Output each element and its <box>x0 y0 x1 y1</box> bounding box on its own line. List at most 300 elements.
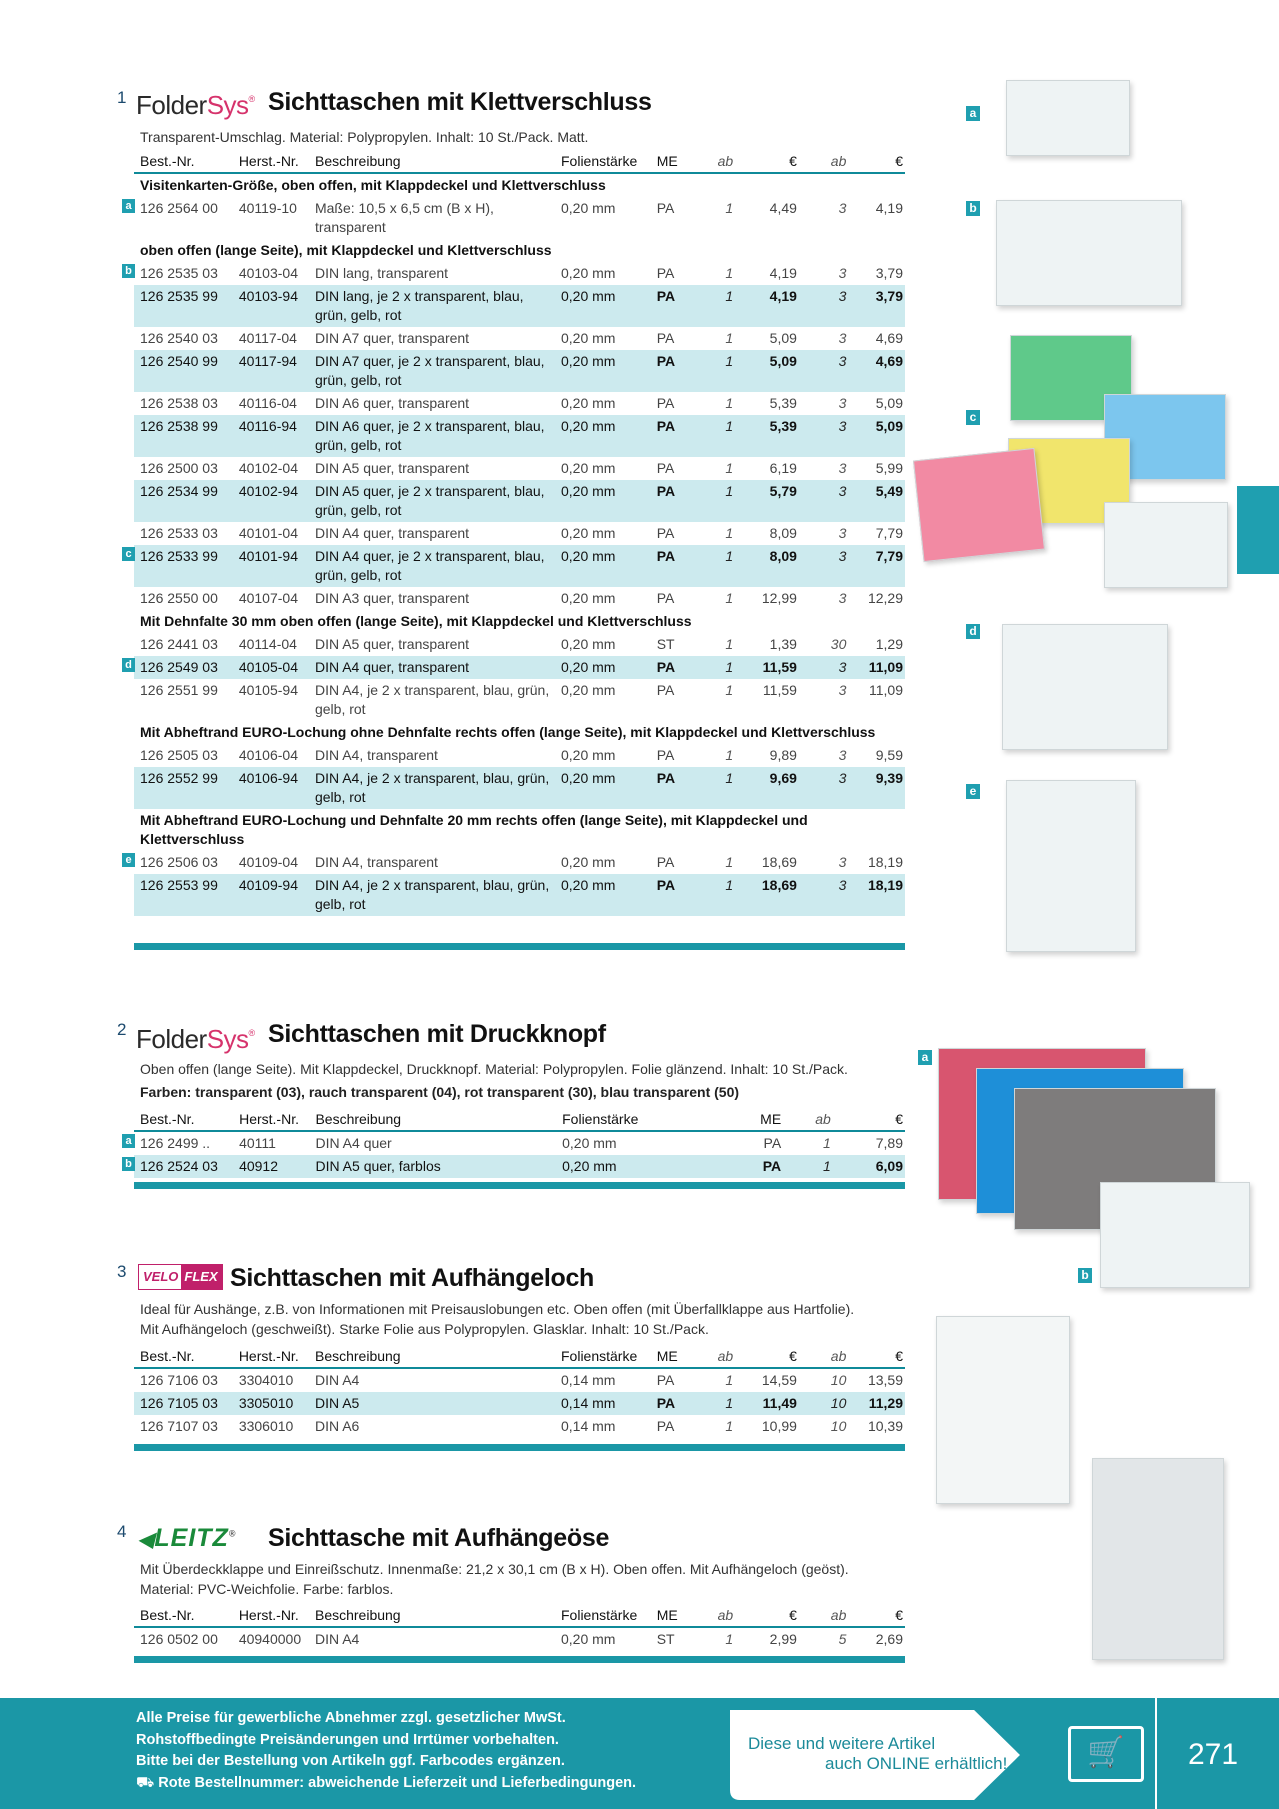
header-qty-from-2: ab <box>799 1345 850 1368</box>
cell-film-thickness: 0,20 mm <box>555 874 651 916</box>
subheading-text: oben offen (lange Seite), mit Klappdeckel und Klettverschluss <box>134 239 905 262</box>
subheading-row <box>134 721 905 744</box>
section-intro: Ideal für Aushänge, z.B. von Informationen mit Preisauslobungen etc. Oben offen (mit Überfallklappe aus Hartfolie). <box>140 1301 855 1317</box>
cell-film-thickness: 0,20 mm <box>561 460 616 476</box>
cell-description: Maße: 10,5 x 6,5 cm (B x H), transparent <box>314 200 494 235</box>
cell-unit: PA <box>656 747 675 763</box>
cell-qty-from-1: 1 <box>725 1631 734 1647</box>
cell-film-thickness: 0,20 mm <box>561 265 616 281</box>
cell-film-thickness: 0,20 mm <box>555 480 651 522</box>
cell-manufacturer-number: 40912 <box>233 1155 309 1178</box>
table-row <box>134 285 905 327</box>
cell-unit: PA <box>651 545 696 587</box>
cell-description: DIN A4, transparent <box>314 747 438 763</box>
header-qty-from-1: ab <box>696 1345 737 1368</box>
cell-unit: PA <box>656 525 675 541</box>
cell-order-number: 126 2550 00 <box>140 590 218 606</box>
section-title: Sichttaschen mit Druckknopf <box>268 1020 606 1048</box>
subheading-row <box>134 173 905 197</box>
cell-price-2: 11,29 <box>850 1392 905 1415</box>
cell-manufacturer-number: 40106-94 <box>233 767 309 809</box>
subheading-text: Mit Abheftrand EURO-Lochung und Dehnfalte 20 mm rechts offen (lange Seite), mit Klappdeckel und Klettverschluss <box>134 809 905 851</box>
cell-price-1: 2,99 <box>769 1631 797 1647</box>
cell-film-thickness: 0,20 mm <box>561 682 616 698</box>
header-film-thickness: Folienstärke <box>556 1108 736 1131</box>
cell-unit: PA <box>656 854 675 870</box>
section-3 <box>118 1262 905 1462</box>
table-row <box>134 587 905 610</box>
cell-order-number: 126 2538 99 <box>134 415 233 457</box>
product-image-hanging-pocket <box>936 1316 1070 1504</box>
cell-price-2: 11,09 <box>850 656 905 679</box>
cell-film-thickness: 0,20 mm <box>561 200 616 216</box>
cell-description: DIN A5 quer, farblos <box>309 1155 556 1178</box>
cell-description: DIN A5 quer, transparent <box>314 636 470 652</box>
cell-description: DIN A4, transparent <box>314 854 438 870</box>
cell-manufacturer-number: 40102-94 <box>233 480 309 522</box>
image-tag: d <box>966 624 980 639</box>
cell-film-thickness: 0,20 mm <box>556 1155 736 1178</box>
cell-qty-from-1: 1 <box>725 265 734 281</box>
section-number: 2 <box>117 1020 127 1039</box>
brand-logo-foldersys: FolderSys® <box>136 90 255 120</box>
cell-qty-from-2: 3 <box>838 265 847 281</box>
table-end-bar <box>134 1444 905 1451</box>
cell-film-thickness: 0,20 mm <box>555 415 651 457</box>
image-tag: a <box>966 106 980 121</box>
cell-price-1: 1,39 <box>769 636 797 652</box>
header-price-1: € <box>835 1108 905 1131</box>
header-price-1: € <box>737 1604 799 1627</box>
cell-qty-from-1: 1 <box>725 200 734 216</box>
section-intro-2: Mit Aufhängeloch (geschweißt). Starke Folie aus Polypropylen. Glasklar. Inhalt: 10 St./Pack. <box>140 1321 709 1337</box>
product-image-envelope-din-lang <box>996 200 1182 306</box>
header-unit: ME <box>651 1345 696 1368</box>
cell-qty-from-2: 3 <box>799 415 850 457</box>
subheading-text: Mit Dehnfalte 30 mm oben offen (lange Seite), mit Klappdeckel und Klettverschluss <box>134 610 905 633</box>
brand-logo-foldersys: FolderSys® <box>136 1024 255 1054</box>
cell-description: DIN A7 quer, je 2 x transparent, blau, grün, gelb, rot <box>309 350 555 392</box>
section-number: 3 <box>117 1262 127 1281</box>
cell-price-1: 5,09 <box>737 350 799 392</box>
cell-unit: PA <box>651 350 696 392</box>
section-intro: Oben offen (lange Seite). Mit Klappdeckel, Druckknopf. Material: Polypropylen. Folie glänzend. Inhalt: 10 St./Pack. <box>140 1061 848 1077</box>
cell-price-1: 9,89 <box>769 747 797 763</box>
image-tag: e <box>966 784 980 799</box>
cell-description: DIN A4 quer, transparent <box>309 656 555 679</box>
product-table <box>134 1345 905 1438</box>
cell-qty-from-2: 3 <box>799 285 850 327</box>
header-description: Beschreibung <box>309 1604 555 1627</box>
cell-price-2: 1,29 <box>875 636 903 652</box>
cell-price-2: 5,99 <box>875 460 903 476</box>
table-end-bar <box>134 1182 905 1189</box>
table-row <box>134 1368 905 1392</box>
cell-film-thickness: 0,20 mm <box>561 1631 616 1647</box>
cell-qty-from-2: 10 <box>799 1392 850 1415</box>
cell-unit: ST <box>656 636 675 652</box>
truck-icon: ⛟ <box>136 1774 155 1791</box>
cell-manufacturer-number: 40101-94 <box>233 545 309 587</box>
cell-film-thickness: 0,20 mm <box>561 636 616 652</box>
cell-film-thickness: 0,14 mm <box>561 1418 616 1434</box>
cell-qty-from-2: 3 <box>838 747 847 763</box>
table-row <box>134 767 905 809</box>
cell-order-number: 126 2535 99 <box>134 285 233 327</box>
cell-description: DIN A5 <box>309 1392 555 1415</box>
table-row <box>134 1155 905 1178</box>
header-film-thickness: Folienstärke <box>555 1604 651 1627</box>
cell-description: DIN A6 quer, transparent <box>314 395 470 411</box>
cell-price-2: 5,09 <box>875 395 903 411</box>
header-order-number: Best.-Nr. <box>134 1108 233 1131</box>
product-table <box>134 1604 905 1651</box>
cell-price-1: 6,09 <box>835 1155 905 1178</box>
header-description: Beschreibung <box>309 1108 556 1131</box>
table-header <box>134 1108 905 1131</box>
product-image-envelope-clear-a5 <box>1100 1182 1250 1288</box>
cell-manufacturer-number: 40105-04 <box>233 656 309 679</box>
cell-price-1: 11,49 <box>737 1392 799 1415</box>
cell-price-2: 9,59 <box>875 747 903 763</box>
section-number: 1 <box>117 88 127 107</box>
cell-qty-from-1: 1 <box>696 1392 737 1415</box>
cell-description: DIN A4, je 2 x transparent, blau, grün, gelb, rot <box>309 767 555 809</box>
header-price-2: € <box>850 1345 905 1368</box>
cell-qty-from-2: 5 <box>838 1631 847 1647</box>
cell-order-number: 126 0502 00 <box>140 1631 218 1647</box>
brand-logo-veloflex: VELO FLEX <box>138 1264 223 1290</box>
cell-order-number: b 126 2524 03 <box>134 1155 233 1178</box>
cell-order-number: 126 7107 03 <box>140 1418 218 1434</box>
cell-manufacturer-number: 40103-04 <box>238 265 298 281</box>
header-qty-from-1: ab <box>783 1108 835 1131</box>
cell-unit: PA <box>656 1418 675 1434</box>
cell-qty-from-2: 3 <box>799 480 850 522</box>
cell-qty-from-1: 1 <box>725 747 734 763</box>
cell-qty-from-1: 1 <box>783 1155 835 1178</box>
cell-order-number: a 126 2564 00 <box>134 197 233 239</box>
cell-unit: PA <box>651 874 696 916</box>
product-image-leitz-pocket <box>1092 1458 1224 1660</box>
cell-description: DIN A4 <box>314 1631 360 1647</box>
product-table <box>125 1108 905 1178</box>
cell-price-2: 18,19 <box>850 874 905 916</box>
cell-qty-from-1: 1 <box>725 395 734 411</box>
cell-description: DIN A5 quer, je 2 x transparent, blau, grün, gelb, rot <box>309 480 555 522</box>
row-image-marker: b <box>122 264 135 278</box>
cell-price-1: 8,09 <box>769 525 797 541</box>
product-image-envelope-euro <box>1006 780 1136 952</box>
cell-description: DIN A4, je 2 x transparent, blau, grün, gelb, rot <box>309 874 555 916</box>
cell-qty-from-1: 1 <box>725 854 734 870</box>
table-row <box>134 197 905 239</box>
subheading-text: Visitenkarten-Größe, oben offen, mit Klappdeckel und Klettverschluss <box>134 173 905 197</box>
cell-price-2: 7,79 <box>850 545 905 587</box>
cell-qty-from-2: 3 <box>838 854 847 870</box>
cell-price-1: 5,39 <box>737 415 799 457</box>
cell-manufacturer-number: 40107-04 <box>238 590 298 606</box>
footer-notes: Alle Preise für gewerbliche Abnehmer zzgl. gesetzlicher MwSt. Rohstoffbedingte Preisänderungen und Irrtümer vorbehalten. Bitte bei der Bestellung von Artikeln ggf. Farbcodes ergänzen. ⛟ Rote Bestellnummer: abweichende Lieferzeit und Lieferbedingungen. <box>136 1710 637 1791</box>
cell-qty-from-1: 1 <box>696 656 737 679</box>
cell-film-thickness: 0,20 mm <box>555 767 651 809</box>
cell-price-1: 14,59 <box>761 1372 797 1388</box>
brand-logo-leitz: ◀LEITZ® <box>138 1524 237 1552</box>
cell-manufacturer-number: 40114-04 <box>238 636 297 652</box>
table-row <box>134 633 905 656</box>
cell-unit: PA <box>656 330 675 346</box>
cell-unit: PA <box>656 590 675 606</box>
cell-price-1: 5,39 <box>769 395 797 411</box>
cell-description: DIN A6 <box>314 1418 360 1434</box>
cell-description: DIN A3 quer, transparent <box>314 590 470 606</box>
product-image-envelope-clear <box>1104 502 1228 588</box>
cell-price-2: 2,69 <box>875 1631 903 1647</box>
cell-qty-from-1: 1 <box>696 874 737 916</box>
cell-order-number: 126 2540 99 <box>134 350 233 392</box>
image-tag: c <box>966 410 980 425</box>
table-header <box>134 1604 905 1627</box>
cell-description: DIN A6 quer, je 2 x transparent, blau, grün, gelb, rot <box>309 415 555 457</box>
section-2 <box>118 1020 905 1195</box>
shopping-cart-icon[interactable]: 🛒 <box>1068 1726 1144 1782</box>
header-film-thickness: Folienstärke <box>555 150 651 173</box>
section-1 <box>118 88 905 958</box>
page-number: 271 <box>1188 1738 1239 1771</box>
cell-price-1: 11,59 <box>737 656 799 679</box>
cell-qty-from-1: 1 <box>725 460 734 476</box>
cell-unit: PA <box>656 265 675 281</box>
section-intro: Transparent-Umschlag. Material: Polypropylen. Inhalt: 10 St./Pack. Matt. <box>140 129 589 145</box>
subheading-row <box>134 239 905 262</box>
cell-price-2: 3,79 <box>850 285 905 327</box>
cell-price-1: 18,69 <box>761 854 797 870</box>
cell-unit: PA <box>736 1155 783 1178</box>
header-unit: ME <box>651 150 696 173</box>
table-header <box>134 150 905 173</box>
chapter-tab <box>1237 486 1279 574</box>
cell-qty-from-1: 1 <box>725 590 734 606</box>
online-banner[interactable]: Diese und weitere Artikel auch ONLINE erhältlich! 🛒 <box>730 1710 1060 1800</box>
header-qty-from-1: ab <box>696 150 737 173</box>
cell-order-number: 126 2551 99 <box>140 682 218 698</box>
section-title: Sichttaschen mit Aufhängeloch <box>230 1264 595 1292</box>
cell-film-thickness: 0,20 mm <box>555 285 651 327</box>
cell-manufacturer-number: 40109-94 <box>233 874 309 916</box>
cell-price-1: 11,59 <box>762 682 797 698</box>
table-row <box>134 1415 905 1438</box>
cell-order-number: 126 2540 03 <box>140 330 218 346</box>
image-tag: a <box>918 1050 932 1065</box>
image-tag: b <box>1078 1268 1092 1283</box>
header-description: Beschreibung <box>309 1345 555 1368</box>
table-row <box>134 679 905 721</box>
image-tag: b <box>966 201 980 216</box>
cell-qty-from-1: 1 <box>725 636 734 652</box>
cell-film-thickness: 0,20 mm <box>562 1135 617 1151</box>
cell-unit: PA <box>651 656 696 679</box>
cell-qty-from-1: 1 <box>725 1418 734 1434</box>
cell-manufacturer-number: 3306010 <box>238 1418 294 1434</box>
cell-qty-from-2: 3 <box>799 656 850 679</box>
header-unit: ME <box>651 1604 696 1627</box>
cell-unit: PA <box>656 1372 675 1388</box>
cell-price-2: 5,49 <box>850 480 905 522</box>
cell-qty-from-2: 3 <box>799 545 850 587</box>
cell-unit: PA <box>651 285 696 327</box>
cell-manufacturer-number: 40117-94 <box>233 350 309 392</box>
cell-film-thickness: 0,20 mm <box>561 590 616 606</box>
cell-description: DIN lang, je 2 x transparent, blau, grün, gelb, rot <box>309 285 555 327</box>
subheading-row <box>134 610 905 633</box>
product-image-envelope-small <box>1006 80 1130 156</box>
cell-price-2: 12,29 <box>867 590 903 606</box>
cell-film-thickness: 0,20 mm <box>561 330 616 346</box>
table-row <box>134 851 905 874</box>
cell-film-thickness: 0,20 mm <box>561 747 616 763</box>
footer-divider <box>1155 1698 1157 1809</box>
row-image-marker: a <box>122 1134 135 1148</box>
cell-manufacturer-number: 40105-94 <box>238 682 298 698</box>
table-row <box>134 262 905 285</box>
table-row <box>134 415 905 457</box>
cell-price-1: 6,19 <box>769 460 797 476</box>
cell-unit: PA <box>656 460 675 476</box>
cell-qty-from-1: 1 <box>725 525 734 541</box>
cell-manufacturer-number: 3305010 <box>233 1392 309 1415</box>
cell-film-thickness: 0,14 mm <box>555 1392 651 1415</box>
cell-description: DIN A4 quer, transparent <box>314 525 470 541</box>
cell-unit: PA <box>651 480 696 522</box>
section-4 <box>118 1522 905 1672</box>
cell-qty-from-1: 1 <box>696 480 737 522</box>
subheading-row <box>134 809 905 851</box>
product-table <box>125 150 905 916</box>
cell-qty-from-1: 1 <box>696 767 737 809</box>
cell-order-number: e 126 2506 03 <box>134 851 233 874</box>
cell-order-number: 126 2500 03 <box>140 460 218 476</box>
cell-order-number: 126 7105 03 <box>134 1392 233 1415</box>
footer <box>0 1698 1279 1809</box>
row-image-marker: c <box>122 547 135 561</box>
section-title: Sichttasche mit Aufhängeöse <box>268 1524 610 1552</box>
cell-film-thickness: 0,20 mm <box>561 395 616 411</box>
cell-price-1: 4,19 <box>769 265 797 281</box>
cell-manufacturer-number: 40940000 <box>238 1631 302 1647</box>
table-row <box>134 656 905 679</box>
cell-manufacturer-number: 40103-94 <box>233 285 309 327</box>
cell-qty-from-2: 3 <box>838 395 847 411</box>
cell-price-2: 13,59 <box>867 1372 903 1388</box>
header-description: Beschreibung <box>309 150 555 173</box>
table-row <box>134 522 905 545</box>
cell-price-1: 12,99 <box>761 590 797 606</box>
header-order-number: Best.-Nr. <box>134 1604 233 1627</box>
cell-description: DIN lang, transparent <box>314 265 449 281</box>
cell-price-2: 3,79 <box>875 265 903 281</box>
table-row <box>134 1627 905 1651</box>
product-image-envelope-gusset <box>1002 624 1168 750</box>
table-row <box>134 327 905 350</box>
product-image-envelope-red <box>913 448 1045 562</box>
cell-order-number: 126 2552 99 <box>134 767 233 809</box>
cell-manufacturer-number: 40102-04 <box>238 460 298 476</box>
header-manufacturer-number: Herst.-Nr. <box>233 150 309 173</box>
table-end-bar <box>134 1656 905 1663</box>
cell-price-2: 5,09 <box>850 415 905 457</box>
cell-description: DIN A5 quer, transparent <box>314 460 470 476</box>
header-qty-from-2: ab <box>799 1604 850 1627</box>
header-manufacturer-number: Herst.-Nr. <box>233 1604 309 1627</box>
cell-manufacturer-number: 40101-04 <box>238 525 298 541</box>
cell-order-number: 126 2441 03 <box>140 636 218 652</box>
cell-qty-from-2: 3 <box>838 200 847 216</box>
cell-price-1: 4,19 <box>737 285 799 327</box>
subheading-text: Mit Abheftrand EURO-Lochung ohne Dehnfalte rechts offen (lange Seite), mit Klappdeckel und Klettverschluss <box>134 721 905 744</box>
row-image-marker: b <box>122 1157 135 1171</box>
cell-unit: PA <box>763 1135 782 1151</box>
table-row <box>134 1131 905 1155</box>
header-order-number: Best.-Nr. <box>134 150 233 173</box>
header-price-2: € <box>850 1604 905 1627</box>
cell-qty-from-2: 3 <box>838 330 847 346</box>
row-image-marker: d <box>122 658 135 672</box>
table-row <box>134 744 905 767</box>
cell-manufacturer-number: 40116-04 <box>238 395 297 411</box>
cell-manufacturer-number: 40119-10 <box>238 200 297 216</box>
cell-description: DIN A7 quer, transparent <box>314 330 470 346</box>
section-intro: Mit Überdeckklappe und Einreißschutz. Innenmaße: 21,2 x 30,1 cm (B x H). Oben offen. Mit Aufhängeloch (geöst). <box>140 1561 849 1577</box>
table-row <box>134 1392 905 1415</box>
table-row <box>134 480 905 522</box>
cell-price-1: 8,09 <box>737 545 799 587</box>
cell-qty-from-2: 30 <box>830 636 847 652</box>
cell-description: DIN A4 quer, je 2 x transparent, blau, grün, gelb, rot <box>309 545 555 587</box>
table-row <box>134 457 905 480</box>
header-manufacturer-number: Herst.-Nr. <box>233 1345 309 1368</box>
cell-qty-from-2: 3 <box>838 525 847 541</box>
cell-price-2: 7,79 <box>875 525 903 541</box>
cell-order-number: d 126 2549 03 <box>134 656 233 679</box>
cell-price-2: 10,39 <box>867 1418 903 1434</box>
header-price-1: € <box>737 150 799 173</box>
cell-qty-from-1: 1 <box>696 545 737 587</box>
cell-price-1: 7,89 <box>875 1135 903 1151</box>
section-number: 4 <box>117 1522 127 1541</box>
cell-price-1: 18,69 <box>737 874 799 916</box>
cell-qty-from-2: 3 <box>838 460 847 476</box>
cell-order-number: c 126 2533 99 <box>134 545 233 587</box>
cell-unit: PA <box>656 682 675 698</box>
cell-unit: ST <box>656 1631 675 1647</box>
cell-qty-from-2: 10 <box>830 1418 847 1434</box>
cell-order-number: a 126 2499 .. <box>134 1131 233 1155</box>
cell-qty-from-1: 1 <box>725 682 734 698</box>
row-image-marker: e <box>122 853 135 867</box>
header-price-1: € <box>737 1345 799 1368</box>
cell-qty-from-1: 1 <box>696 415 737 457</box>
cell-price-1: 5,09 <box>769 330 797 346</box>
header-qty-from-2: ab <box>799 150 850 173</box>
cell-unit: PA <box>651 415 696 457</box>
cell-unit: PA <box>656 395 675 411</box>
section-title: Sichttaschen mit Klettverschluss <box>268 88 652 116</box>
header-qty-from-1: ab <box>696 1604 737 1627</box>
cell-qty-from-2: 3 <box>799 874 850 916</box>
cell-order-number: 126 2534 99 <box>134 480 233 522</box>
cell-qty-from-2: 3 <box>838 590 847 606</box>
cell-qty-from-2: 3 <box>799 350 850 392</box>
